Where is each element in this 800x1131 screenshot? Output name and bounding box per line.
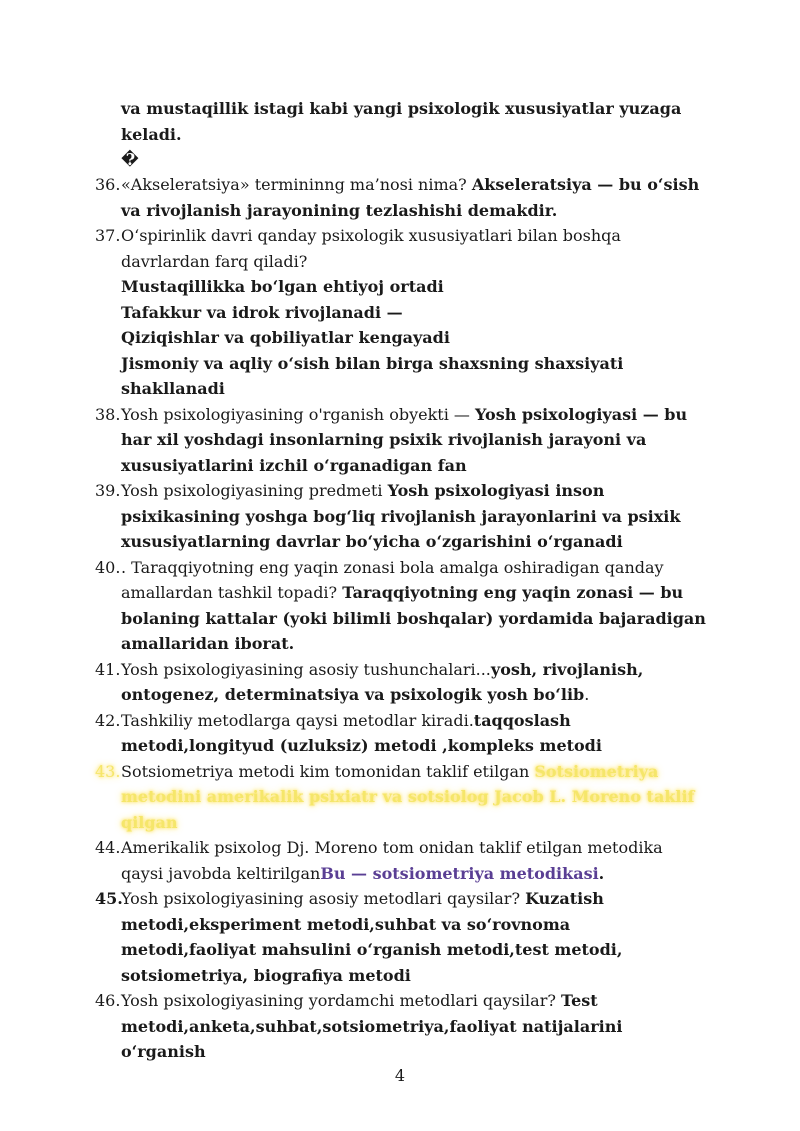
list-item-45 [95, 886, 706, 988]
question-text: O‘spirinlik davri qanday psixologik xususiyatlari bilan boshqa davrlardan farq qiladi? [121, 226, 621, 271]
question-text: Sotsiometriya metodi kim tomonidan taklif etilgan [121, 761, 535, 781]
replacement-glyph: � [121, 150, 139, 169]
list-item-44 [95, 835, 706, 886]
question-text: . Taraqqiyotning eng yaqin zonasi bola amalga oshiradigan qanday amallardan tashkil topadi? [121, 557, 664, 602]
question-list [95, 172, 706, 1065]
item-number: 40. [95, 557, 121, 577]
continuation-paragraph [121, 96, 706, 173]
question-text: Yosh psixologiyasining asosiy metodlari qaysilar? [121, 889, 526, 908]
answer-text: Yosh psixologiyasi inson psixikasining yoshga bog‘liq rivojlanish jarayonlarini va psixik xususiyatlarning davrlar bo‘yicha o‘zgarishini o‘rganadi [121, 481, 681, 551]
list-item-39 [95, 478, 706, 555]
answer-line: Tafakkur va idrok rivojlanadi — [121, 302, 403, 322]
question-text: «Akseleratsiya» termininng ma’nosi nima? [121, 175, 472, 194]
page-number: 4 [394, 1066, 406, 1085]
answer-text: taqqoslash metodi,longityud (uzluksiz) metodi ,kompleks metodi [121, 710, 602, 755]
answer-line: Jismoniy va aqliy o‘sish bilan birga shaxsning shaxsiyati shakllanadi [121, 353, 624, 398]
answer-line: Mustaqillikka bo‘lgan ehtiyoj ortadi [121, 277, 444, 296]
colored-answer: Bu — sotsiometriya metodikasi [320, 863, 599, 883]
trailing-period: . [598, 863, 605, 883]
answer-text: Taraqqiyotning eng yaqin zonasi — bu bolaning kattalar (yoki bilimli boshqalar) yordamida bajaradigan amallaridan iborat. [121, 583, 706, 653]
answer-text: Akseleratsiya — bu o‘sish va rivojlanish jarayonining tezlashishi demakdir. [121, 175, 700, 220]
list-item-36 [95, 172, 706, 223]
item-number: 38. [95, 404, 121, 424]
highlighted-answer: Sotsiometriya metodini amerikalik psixiatr va sotsiolog Jacob L. Moreno taklif qilgan [121, 761, 695, 832]
item-number: 45. [95, 889, 123, 908]
item-number: 37. [95, 226, 121, 245]
answer-line: Qiziqishlar va qobiliyatlar kengayadi [121, 328, 450, 347]
list-item-37 [95, 223, 706, 402]
answer-text: Kuzatish metodi,eksperiment metodi,suhbat va so‘rovnoma metodi,faoliyat mahsulini o‘rganish metodi,test metodi, sotsiometriya, biografiya metodi [121, 889, 623, 985]
list-item-46 [95, 988, 706, 1065]
item-number: 43. [95, 761, 121, 781]
list-item-40 [95, 555, 706, 657]
list-item-41 [95, 657, 706, 708]
answer-text: Yosh psixologiyasi — bu har xil yoshdagi insonlarning psixik rivojlanish jarayoni va xususiyatlarini izchil o‘rganadigan fan [121, 404, 688, 475]
question-text: Yosh psixologiyasining yordamchi metodlari qaysilar? [121, 991, 562, 1010]
item-number: 46. [95, 991, 121, 1010]
trailing-period: . [584, 685, 590, 704]
continuation-line: va mustaqillik istagi kabi yangi psixologik xususiyatlar yuzaga keladi. [121, 99, 682, 144]
item-number: 36. [95, 175, 121, 194]
item-number: 39. [95, 481, 121, 500]
answer-text: Test metodi,anketa,suhbat,sotsiometriya,faoliyat natijalarini o‘rganish [121, 991, 623, 1061]
item-number: 44. [95, 838, 121, 857]
question-text: Yosh psixologiyasining predmeti [121, 481, 388, 500]
question-text: Amerikalik psixolog Dj. Moreno tom onidan taklif etilgan metodika qaysi javobda keltirilgan [121, 838, 663, 883]
question-text: Yosh psixologiyasining asosiy tushunchalari... [121, 659, 491, 679]
list-item-38 [95, 402, 706, 479]
list-item-42 [95, 708, 706, 759]
question-text: Yosh psixologiyasining o'rganish obyekti — [121, 404, 475, 424]
answer-text: yosh, rivojlanish, ontogenez, determinatsiya va psixologik yosh bo‘lib [121, 659, 644, 704]
item-number: 41. [95, 659, 121, 679]
question-text: Tashkiliy metodlarga qaysi metodlar kiradi. [121, 710, 474, 730]
item-number: 42. [95, 710, 121, 730]
list-item-43 [95, 759, 706, 836]
